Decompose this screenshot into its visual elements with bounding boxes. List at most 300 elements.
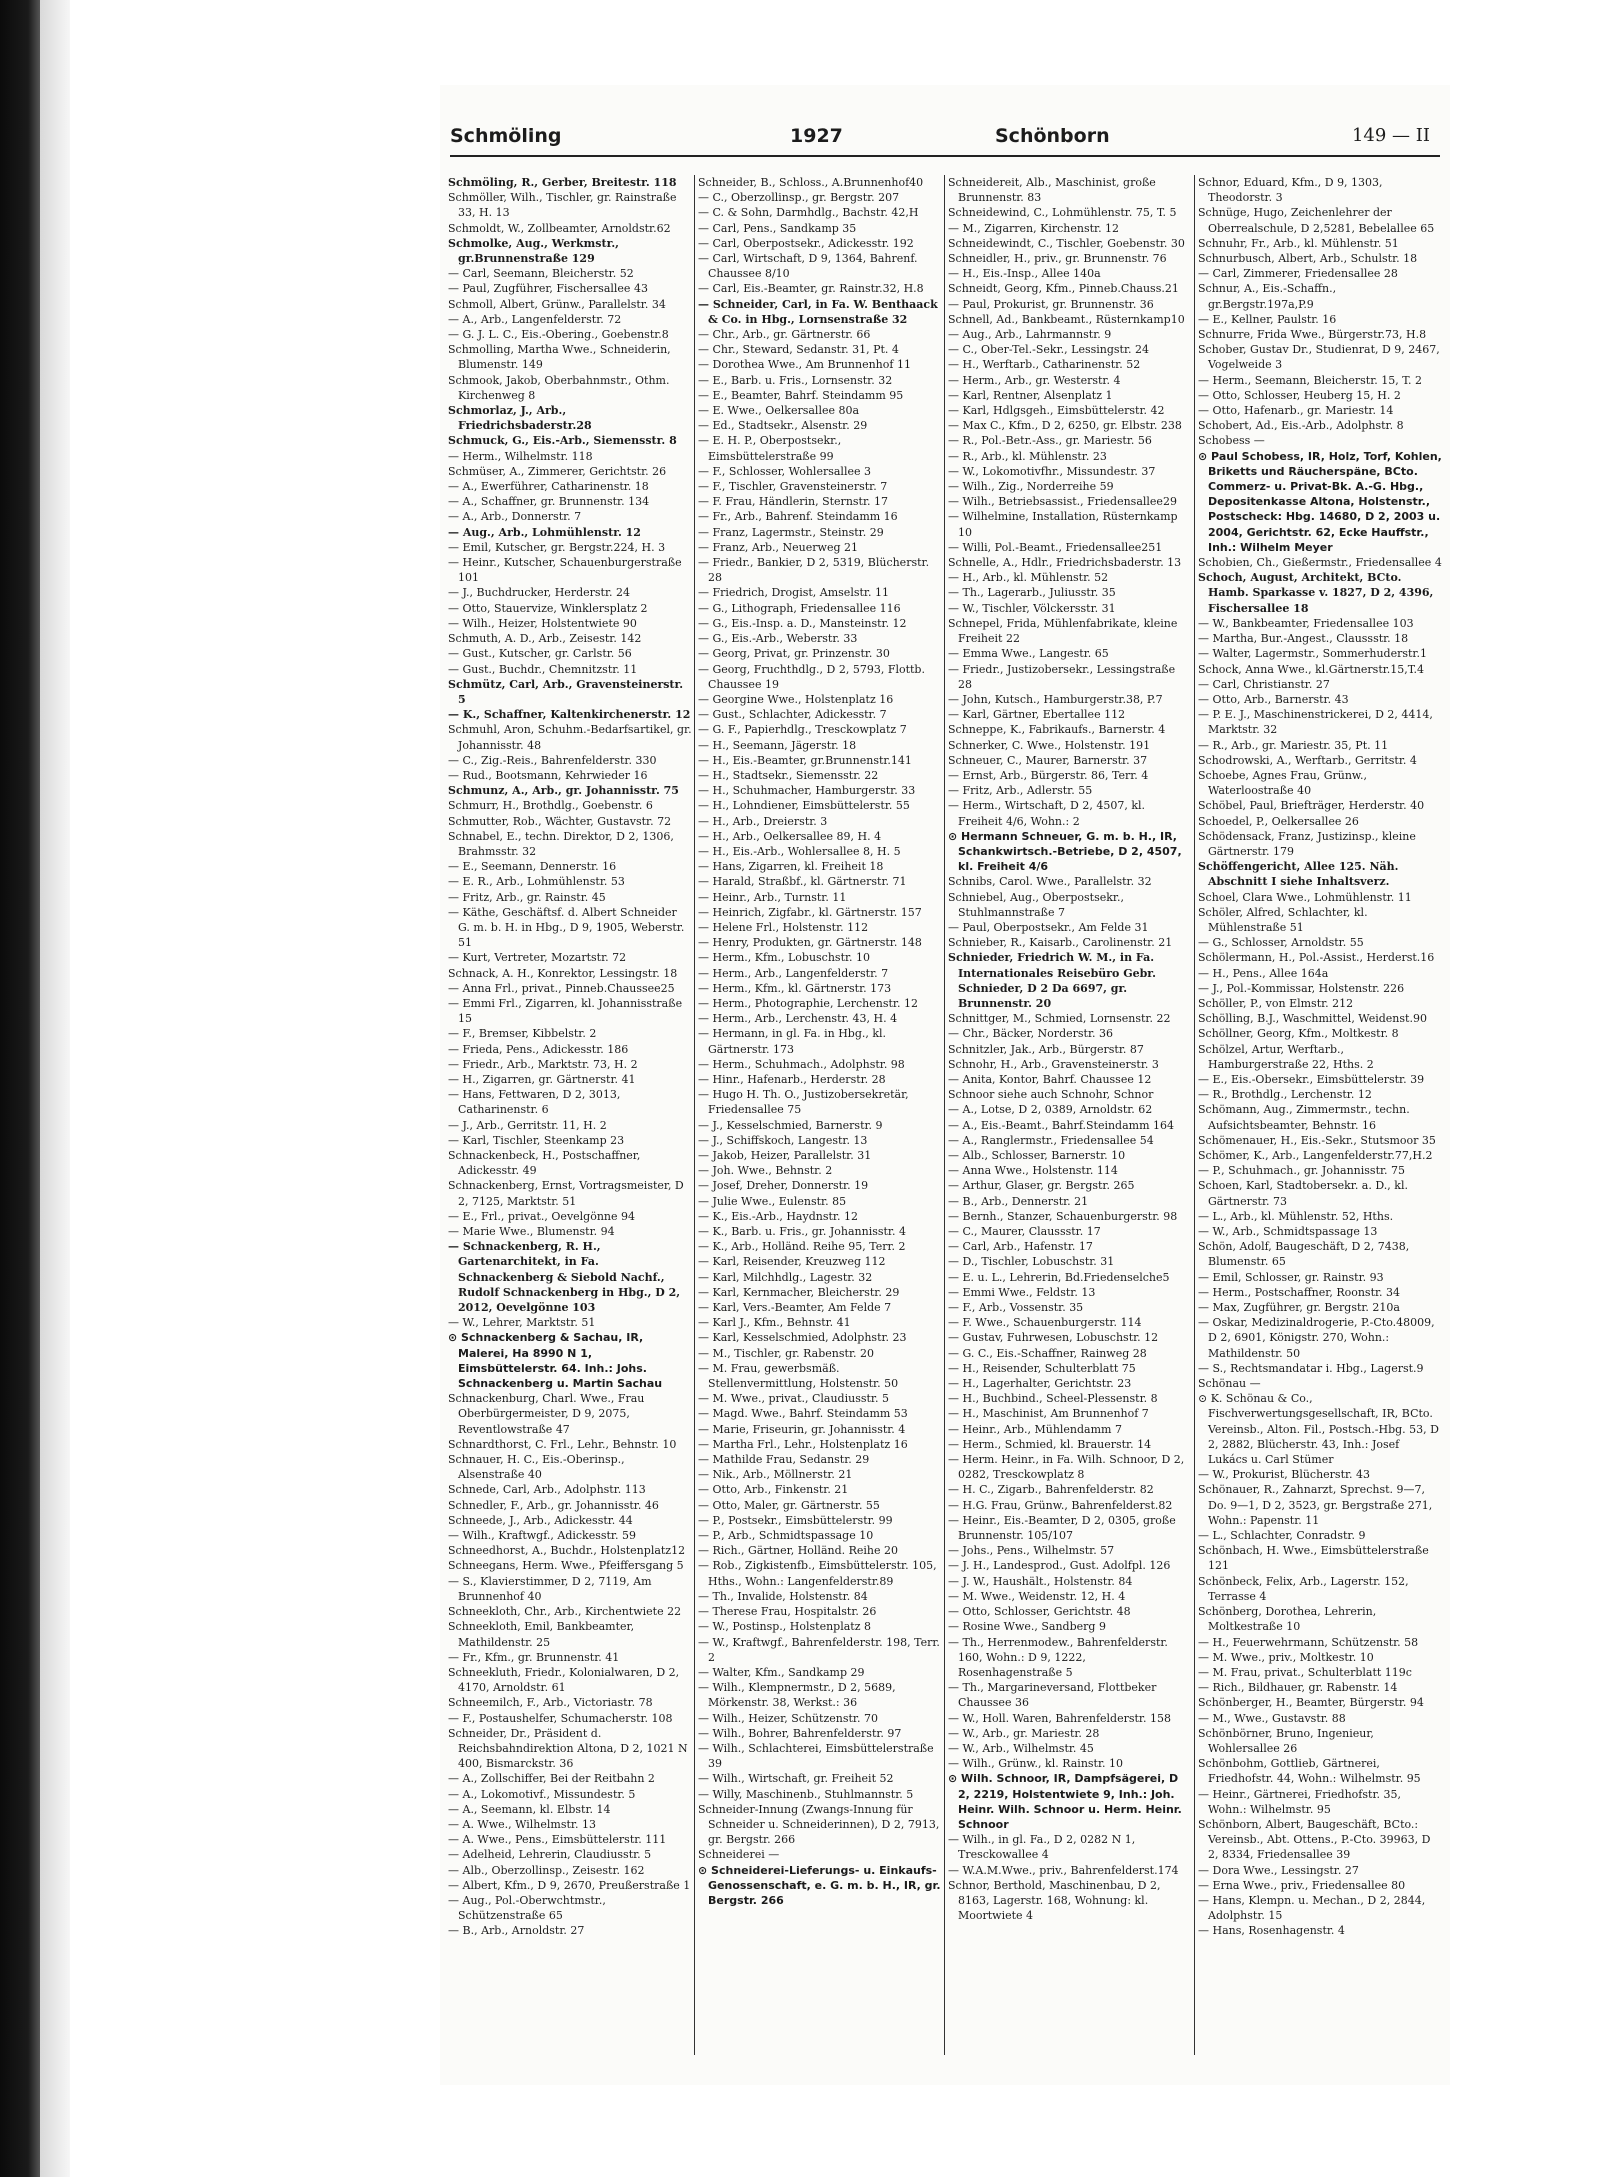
directory-entry: Schönauer, R., Zahnarzt, Sprechst. 9—7, Do. 9—1, D 2, 3523, gr. Bergstraße 271, Wohn.: Papenstr. 11 bbox=[1198, 1483, 1433, 1527]
directory-entry: — H., Zigarren, gr. Gärtnerstr. 41 bbox=[448, 1072, 636, 1086]
directory-entry: — Otto, Schlosser, Gerichtstr. 48 bbox=[948, 1605, 1131, 1619]
directory-entry: Schmurr, H., Brothdlg., Goebenstr. 6 bbox=[448, 799, 653, 813]
directory-entry: — W., Tischler, Völckersstr. 31 bbox=[948, 601, 1116, 615]
directory-entry: — Otto, Hafenarb., gr. Mariestr. 14 bbox=[1198, 404, 1394, 418]
directory-entry: Schock, Anna Wwe., kl.Gärtnerstr.15,T.4 bbox=[1198, 662, 1424, 676]
directory-entry: — Wilh., Heizer, Holstentwiete 90 bbox=[448, 616, 637, 630]
directory-entry: — A., Eis.-Beamt., Bahrf.Steindamm 164 bbox=[948, 1118, 1175, 1132]
directory-entry: — S., Rechtsmandatar i. Hbg., Lagerst.9 bbox=[1198, 1361, 1424, 1375]
directory-entry: Schneiderei — bbox=[698, 1848, 780, 1862]
directory-entry: Schnackenburg, Charl. Wwe., Frau Oberbürgermeister, D 9, 2075, Reventlowstraße 47 bbox=[448, 1392, 645, 1436]
directory-entry: — B., Arb., Dennerstr. 21 bbox=[948, 1194, 1089, 1208]
directory-entry: Schönbach, H. Wwe., Eimsbüttelerstraße 121 bbox=[1198, 1544, 1429, 1573]
directory-entry: — A., Ewerführer, Catharinenstr. 18 bbox=[448, 480, 649, 494]
directory-entry: — Otto, Schlosser, Heuberg 15, H. 2 bbox=[1198, 388, 1401, 402]
directory-entry: Schobien, Ch., Gießermstr., Friedensallee 4 bbox=[1198, 556, 1442, 570]
directory-entry: — P. E. J., Maschinenstrickerei, D 2, 4414, Marktstr. 32 bbox=[1198, 708, 1433, 737]
directory-entry: Schoch, August, Architekt, BCto. Hamb. Sparkasse v. 1827, D 2, 4396, Fischersallee 18 bbox=[1198, 571, 1434, 615]
directory-entry: — A., Arb., Langenfelderstr. 72 bbox=[448, 312, 622, 326]
directory-entry: — Herm., Arb., Lerchenstr. 43, H. 4 bbox=[698, 1012, 898, 1026]
directory-entry: — M., Zigarren, Kirchenstr. 12 bbox=[948, 221, 1120, 235]
advertisement-entry: ⊙ Schnackenberg & Sachau, IR, Malerei, Ha 8990 N 1, Eimsbüttelerstr. 64. Inh.: Johs. Schnackenberg u. Martin Sachau bbox=[448, 1331, 663, 1391]
directory-entry: — Franz, Arb., Neuerweg 21 bbox=[698, 540, 858, 554]
column-divider bbox=[944, 175, 945, 2055]
directory-entry: — Anna Wwe., Holstenstr. 114 bbox=[948, 1164, 1118, 1178]
directory-entry: — Max C., Kfm., D 2, 6250, gr. Elbstr. 238 bbox=[948, 419, 1182, 433]
directory-entry: — C., Ober-Tel.-Sekr., Lessingstr. 24 bbox=[948, 343, 1149, 357]
directory-entry: — Gustav, Fuhrwesen, Lobuschstr. 12 bbox=[948, 1331, 1159, 1345]
directory-entry: Schnepel, Frida, Mühlenfabrikate, kleine Freiheit 22 bbox=[948, 616, 1178, 646]
directory-entry: — Erna Wwe., priv., Friedensallee 80 bbox=[1198, 1878, 1406, 1892]
directory-entry: — Gust., Schlachter, Adickesstr. 7 bbox=[698, 708, 887, 722]
directory-entry: — M., Tischler, gr. Rabenstr. 20 bbox=[698, 1346, 874, 1360]
directory-entry: — A., Schaffner, gr. Brunnenstr. 134 bbox=[448, 495, 650, 509]
directory-entry: — M. Frau, gewerbsmäß. Stellenvermittlung, Holstenstr. 50 bbox=[698, 1361, 899, 1391]
directory-entry: — P., Arb., Schmidtspassage 10 bbox=[698, 1529, 874, 1543]
directory-entry: Schönberg, Dorothea, Lehrerin, Moltkestraße 10 bbox=[1198, 1605, 1377, 1634]
directory-entry: — Joh. Wwe., Behnstr. 2 bbox=[698, 1164, 833, 1178]
page-number: 149 — II bbox=[1351, 125, 1430, 146]
directory-entry: Schöllner, Georg, Kfm., Moltkestr. 8 bbox=[1198, 1027, 1399, 1041]
directory-entry: Schnoor siehe auch Schnohr, Schnor bbox=[948, 1088, 1154, 1102]
directory-entry: — Heinr., Kutscher, Schauenburgerstraße 101 bbox=[448, 556, 682, 585]
header-rule bbox=[450, 155, 1440, 157]
column-4 bbox=[1198, 175, 1442, 2075]
directory-entry: — Herm., Wilhelmstr. 118 bbox=[448, 449, 593, 463]
directory-entry: — W.A.M.Wwe., priv., Bahrenfelderst.174 bbox=[948, 1863, 1179, 1877]
directory-entry: Schnackenbeck, H., Postschaffner, Adickesstr. 49 bbox=[448, 1149, 641, 1178]
directory-entry: — Harald, Straßbf., kl. Gärtnerstr. 71 bbox=[698, 875, 907, 889]
directory-entry: — H., Eis.-Beamter, gr.Brunnenstr.141 bbox=[698, 753, 912, 767]
directory-entry: — E. H. P., Oberpostsekr., Eimsbüttelerstraße 99 bbox=[698, 434, 842, 463]
directory-entry: — H., Lohndiener, Eimsbüttelerstr. 55 bbox=[698, 799, 910, 813]
directory-entry: — H., Feuerwehrmann, Schützenstr. 58 bbox=[1198, 1635, 1419, 1649]
directory-entry: — Rich., Gärtner, Holländ. Reihe 20 bbox=[698, 1544, 899, 1558]
directory-entry: — Schneider, Carl, in Fa. W. Benthaack & Co. in Hbg., Lornsenstraße 32 bbox=[698, 297, 938, 326]
directory-entry: — Paul, Oberpostsekr., Am Felde 31 bbox=[948, 920, 1149, 934]
column-3 bbox=[948, 175, 1192, 2075]
directory-entry: — Friedr., Bankier, D 2, 5319, Blücherstr. 28 bbox=[698, 556, 930, 585]
directory-entry: — J., Schiffskoch, Langestr. 13 bbox=[698, 1133, 868, 1147]
directory-entry: Schober, Gustav Dr., Studienrat, D 9, 2467, Vogelweide 3 bbox=[1198, 343, 1440, 372]
directory-entry: Schnur, A., Eis.-Schaffn., gr.Bergstr.197a,P.9 bbox=[1198, 282, 1337, 311]
directory-entry: — J. H., Landesprod., Gust. Adolfpl. 126 bbox=[948, 1559, 1171, 1573]
directory-entry: — Emmi Wwe., Feldstr. 13 bbox=[948, 1285, 1096, 1299]
directory-entry: — W., Postinsp., Holstenplatz 8 bbox=[698, 1620, 872, 1634]
directory-entry: — Otto, Maler, gr. Gärtnerstr. 55 bbox=[698, 1498, 880, 1512]
directory-entry: — C., Maurer, Claussstr. 17 bbox=[948, 1225, 1101, 1239]
directory-entry: — Heinrich, Zigfabr., kl. Gärtnerstr. 157 bbox=[698, 905, 922, 919]
directory-entry: Schönbohm, Gottlieb, Gärtnerei, Friedhofstr. 44, Wohn.: Wilhelmstr. 95 bbox=[1198, 1757, 1421, 1786]
directory-entry: Schoel, Clara Wwe., Lohmühlenstr. 11 bbox=[1198, 890, 1412, 904]
directory-entry: — Oskar, Medizinaldrogerie, P.-Cto.48009, D 2, 6901, Königstr. 270, Wohn.: Mathildenstr. 50 bbox=[1198, 1316, 1435, 1360]
directory-entry: Schmuth, A. D., Arb., Zeisestr. 142 bbox=[448, 632, 642, 646]
directory-entry: Schodrowski, A., Werftarb., Gerritstr. 4 bbox=[1198, 753, 1417, 767]
directory-entry: — A., Seemann, kl. Elbstr. 14 bbox=[448, 1802, 611, 1816]
directory-entry: — E. R., Arb., Lohmühlenstr. 53 bbox=[448, 875, 625, 889]
directory-entry: — Chr., Bäcker, Norderstr. 36 bbox=[948, 1027, 1113, 1041]
directory-entry: — Heinr., Arb., Mühlendamm 7 bbox=[948, 1422, 1122, 1436]
directory-entry: — Rud., Bootsmann, Kehrwieder 16 bbox=[448, 768, 648, 782]
directory-entry: Schnurre, Frida Wwe., Bürgerstr.73, H.8 bbox=[1198, 328, 1427, 342]
directory-entry: — G., Eis.-Insp. a. D., Mansteinstr. 12 bbox=[698, 616, 907, 630]
directory-entry: — W., Holl. Waren, Bahrenfelderstr. 158 bbox=[948, 1711, 1171, 1725]
directory-entry: — Rosine Wwe., Sandberg 9 bbox=[948, 1620, 1106, 1634]
directory-entry: — Gust., Buchdr., Chemnitzstr. 11 bbox=[448, 662, 638, 676]
directory-entry: — Hans, Klempn. u. Mechan., D 2, 2844, Adolphstr. 15 bbox=[1198, 1893, 1426, 1923]
directory-entry: — W., Lehrer, Marktstr. 51 bbox=[448, 1316, 596, 1330]
directory-entry: — Karl, Kesselschmied, Adolphstr. 23 bbox=[698, 1331, 907, 1345]
directory-entry: Schnüge, Hugo, Zeichenlehrer der Oberrealschule, D 2,5281, Bebelallee 65 bbox=[1198, 206, 1435, 235]
directory-entry: — H., Reisender, Schulterblatt 75 bbox=[948, 1361, 1136, 1375]
directory-entry: — A., Arb., Donnerstr. 7 bbox=[448, 510, 582, 524]
directory-entry: — Hans, Zigarren, kl. Freiheit 18 bbox=[698, 860, 884, 874]
directory-entry: — G. C., Eis.-Schaffner, Rainweg 28 bbox=[948, 1346, 1147, 1360]
directory-entry: — Bernh., Stanzer, Schauenburgerstr. 98 bbox=[948, 1209, 1178, 1223]
directory-entry: Schnelle, A., Hdlr., Friedrichsbaderstr. 13 bbox=[948, 556, 1182, 570]
directory-entry: Schneekloth, Chr., Arb., Kirchentwiete 22 bbox=[448, 1605, 682, 1619]
directory-entry: — Otto, Arb., Finkenstr. 21 bbox=[698, 1483, 849, 1497]
directory-entry: — Julie Wwe., Eulenstr. 85 bbox=[698, 1194, 847, 1208]
directory-entry: Schneuer, C., Maurer, Barnerstr. 37 bbox=[948, 753, 1148, 767]
directory-entry: Schniebel, Aug., Oberpostsekr., Stuhlmannstraße 7 bbox=[948, 890, 1124, 919]
directory-entry: Schneede, J., Arb., Adickesstr. 44 bbox=[448, 1513, 633, 1527]
directory-entry: — Aug., Arb., Lohmühlenstr. 12 bbox=[448, 525, 641, 539]
directory-page bbox=[440, 85, 1450, 2085]
directory-entry: — Herm., Photographie, Lerchenstr. 12 bbox=[698, 996, 918, 1010]
scanner-edge-shadow bbox=[40, 0, 70, 2177]
directory-entry: — D., Tischler, Lobuschstr. 31 bbox=[948, 1255, 1115, 1269]
directory-entry: Schnell, Ad., Bankbeamt., Rüsternkamp10 bbox=[948, 312, 1185, 326]
directory-entry: — R., Brothdlg., Lerchenstr. 12 bbox=[1198, 1088, 1372, 1102]
directory-entry: Schmuhl, Aron, Schuhm.-Bedarfsartikel, gr. Johannisstr. 48 bbox=[448, 723, 692, 752]
directory-entry: — Wilhelmine, Installation, Rüsternkamp 10 bbox=[948, 510, 1178, 539]
directory-entry: — Paul, Prokurist, gr. Brunnenstr. 36 bbox=[948, 297, 1154, 311]
directory-entry: — J., Arb., Gerritstr. 11, H. 2 bbox=[448, 1118, 607, 1132]
directory-entry: Schmoll, Albert, Grünw., Parallelstr. 34 bbox=[448, 297, 666, 311]
directory-entry: — C., Oberzollinsp., gr. Bergstr. 207 bbox=[698, 191, 900, 205]
directory-entry: Schneekloth, Emil, Bankbeamter, Mathildenstr. 25 bbox=[448, 1620, 635, 1649]
directory-entry: Schoen, Karl, Stadtobersekr. a. D., kl. Gärtnerstr. 73 bbox=[1198, 1179, 1408, 1208]
directory-entry: — Herm., Kfm., Lobuschstr. 10 bbox=[698, 951, 871, 965]
directory-entry: Schneider-Innung (Zwangs-Innung für Schneider u. Schneiderinnen), D 2, 7913, gr. Bergstr. 266 bbox=[698, 1802, 940, 1847]
directory-entry: Schnittger, M., Schmied, Lornsenstr. 22 bbox=[948, 1012, 1171, 1026]
directory-entry: — A., Lokomotivf., Missundestr. 5 bbox=[448, 1787, 636, 1801]
directory-entry: Schnieber, R., Kaisarb., Carolinenstr. 21 bbox=[948, 936, 1173, 950]
directory-entry: — Dora Wwe., Lessingstr. 27 bbox=[1198, 1863, 1359, 1877]
directory-entry: — Karl, Rentner, Alsenplatz 1 bbox=[948, 388, 1113, 402]
directory-entry: — Friedr., Justizobersekr., Lessingstraße 28 bbox=[948, 662, 1176, 691]
directory-entry: — R., Arb., gr. Mariestr. 35, Pt. 11 bbox=[1198, 738, 1389, 752]
directory-entry: — Willy, Maschinenb., Stuhlmannstr. 5 bbox=[698, 1787, 914, 1801]
directory-entry: Schneegans, Herm. Wwe., Pfeiffersgang 5 bbox=[448, 1559, 684, 1573]
directory-entry: Schmook, Jakob, Oberbahnmstr., Othm. Kirchenweg 8 bbox=[448, 373, 670, 402]
directory-entry: — S., Klavierstimmer, D 2, 7119, Am Brunnenhof 40 bbox=[448, 1574, 652, 1603]
directory-entry: — A. Wwe., Pens., Eimsbüttelerstr. 111 bbox=[448, 1833, 667, 1847]
directory-entry: — Anita, Kontor, Bahrf. Chaussee 12 bbox=[948, 1072, 1152, 1086]
directory-entry: Schmoldt, W., Zollbeamter, Arnoldstr.62 bbox=[448, 221, 671, 235]
directory-entry: — Carl, Zimmerer, Friedensallee 28 bbox=[1198, 267, 1398, 281]
directory-entry: — Josef, Dreher, Donnerstr. 19 bbox=[698, 1179, 869, 1193]
directory-entry: — W., Bankbeamter, Friedensallee 103 bbox=[1198, 616, 1414, 630]
header-year: 1927 bbox=[790, 125, 843, 147]
directory-entry: — Wilh., Betriebsassist., Friedensallee29 bbox=[948, 495, 1177, 509]
directory-entry: — Th., Lagerarb., Juliusstr. 35 bbox=[948, 586, 1116, 600]
column-1 bbox=[448, 175, 692, 2075]
directory-entry: — Wilh., Heizer, Schützenstr. 70 bbox=[698, 1711, 878, 1725]
directory-entry: — Johs., Pens., Wilhelmstr. 57 bbox=[948, 1544, 1115, 1558]
directory-entry: — W., Kraftwgf., Bahrenfelderstr. 198, Terr. 2 bbox=[698, 1635, 940, 1664]
directory-entry: Schnackenberg, Ernst, Vortragsmeister, D 2, 7125, Marktstr. 51 bbox=[448, 1179, 684, 1208]
directory-entry: — Nik., Arb., Möllnerstr. 21 bbox=[698, 1468, 853, 1482]
directory-entry: — Fritz, Arb., Adlerstr. 55 bbox=[948, 784, 1093, 798]
directory-entry: — Carl, Christianstr. 27 bbox=[1198, 677, 1330, 691]
directory-entry: — E., Beamter, Bahrf. Steindamm 95 bbox=[698, 388, 904, 402]
directory-entry: Schöbel, Paul, Briefträger, Herderstr. 40 bbox=[1198, 799, 1425, 813]
directory-entry: — Hans, Rosenhagenstr. 4 bbox=[1198, 1924, 1345, 1938]
directory-entry: — Aug., Pol.-Oberwchtmstr., Schützenstraße 65 bbox=[448, 1893, 606, 1923]
advertisement-entry: ⊙ Wilh. Schnoor, IR, Dampfsägerei, D 2, 2219, Holstentwiete 9, Inh.: Joh. Heinr. Wilh. Schnoor u. Herm. Heinr. Schnoor bbox=[948, 1772, 1182, 1831]
directory-entry: Schönberger, H., Beamter, Bürgerstr. 94 bbox=[1198, 1696, 1424, 1710]
directory-entry: — G. J. L. C., Eis.-Obering., Goebenstr.8 bbox=[448, 328, 669, 342]
directory-entry: — Herm., Postschaffner, Roonstr. 34 bbox=[1198, 1285, 1401, 1299]
directory-entry: — Karl, Hdlgsgeh., Eimsbüttelerstr. 42 bbox=[948, 404, 1165, 418]
scanner-edge-left bbox=[0, 0, 40, 2177]
directory-entry: — Wilh., Klempnermstr., D 2, 5689, Mörkenstr. 38, Werkst.: 36 bbox=[698, 1681, 896, 1710]
directory-entry: Schmorlaz, J., Arb., Friedrichsbaderstr.28 bbox=[448, 404, 592, 433]
directory-entry: Schölling, B.J., Waschmittel, Weidenst.90 bbox=[1198, 1012, 1427, 1026]
directory-entry: — Wilh., Bohrer, Bahrenfelderstr. 97 bbox=[698, 1726, 902, 1740]
directory-entry: — Karl, Gärtner, Ebertallee 112 bbox=[948, 708, 1126, 722]
directory-entry: — Franz, Lagermstr., Steinstr. 29 bbox=[698, 525, 884, 539]
directory-entry: — Heinr., Gärtnerei, Friedhofstr. 35, Wohn.: Wilhelmstr. 95 bbox=[1198, 1787, 1401, 1816]
directory-entry: — Walter, Lagermstr., Sommerhuderstr.1 bbox=[1198, 647, 1427, 661]
directory-entry: Schnohr, H., Arb., Gravensteinerstr. 3 bbox=[948, 1057, 1159, 1071]
directory-entry: — H., Arb., kl. Mühlenstr. 52 bbox=[948, 571, 1109, 585]
directory-entry: — Emil, Schlosser, gr. Rainstr. 93 bbox=[1198, 1270, 1384, 1284]
directory-entry: — Therese Frau, Hospitalstr. 26 bbox=[698, 1605, 877, 1619]
directory-entry: Schmöller, Wilh., Tischler, gr. Rainstraße 33, H. 13 bbox=[448, 191, 677, 220]
directory-entry: Schölzel, Artur, Werftarb., Hamburgerstraße 22, Hths. 2 bbox=[1198, 1042, 1374, 1071]
directory-entry: — H., Werftarb., Catharinenstr. 52 bbox=[948, 358, 1141, 372]
directory-entry: — P., Postsekr., Eimsbüttelerstr. 99 bbox=[698, 1513, 893, 1527]
directory-entry: — Chr., Arb., gr. Gärtnerstr. 66 bbox=[698, 328, 871, 342]
directory-entry: — Henry, Produkten, gr. Gärtnerstr. 148 bbox=[698, 936, 922, 950]
directory-entry: — J. W., Haushält., Holstenstr. 84 bbox=[948, 1574, 1133, 1588]
column-divider bbox=[1194, 175, 1195, 2055]
directory-entry: Schönau — bbox=[1198, 1377, 1261, 1391]
directory-entry: — Carl, Wirtschaft, D 9, 1364, Bahrenf. Chaussee 8/10 bbox=[698, 252, 918, 281]
directory-entry: — Emil, Kutscher, gr. Bergstr.224, H. 3 bbox=[448, 540, 666, 554]
directory-entry: — E. u. L., Lehrerin, Bd.Friedenselche5 bbox=[948, 1270, 1170, 1284]
directory-entry: Schnuhr, Fr., Arb., kl. Mühlenstr. 51 bbox=[1198, 236, 1399, 250]
directory-entry: Schönbeck, Felix, Arb., Lagerstr. 152, Terrasse 4 bbox=[1198, 1574, 1409, 1603]
directory-entry: — R., Pol.-Betr.-Ass., gr. Mariestr. 56 bbox=[948, 434, 1152, 448]
directory-entry: — Th., Herrenmodew., Bahrenfelderstr. 160, Wohn.: D 9, 1222, Rosenhagenstraße 5 bbox=[948, 1635, 1168, 1679]
directory-entry: Schnedler, F., Arb., gr. Johannisstr. 46 bbox=[448, 1498, 659, 1512]
directory-entry: — Alb., Oberzollinsp., Zeisestr. 162 bbox=[448, 1863, 645, 1877]
directory-entry: Schmütz, Carl, Arb., Gravensteinerstr. 5 bbox=[448, 677, 684, 706]
directory-entry: — Kurt, Vertreter, Mozartstr. 72 bbox=[448, 951, 627, 965]
directory-entry: — A., Lotse, D 2, 0389, Arnoldstr. 62 bbox=[948, 1103, 1153, 1117]
directory-entry: — Wilh., Wirtschaft, gr. Freiheit 52 bbox=[698, 1772, 894, 1786]
directory-entry: Schömer, K., Arb., Langenfelderstr.77,H.2 bbox=[1198, 1149, 1433, 1162]
directory-entry: Schmolling, Martha Wwe., Schneiderin, Blumenstr. 149 bbox=[448, 343, 671, 372]
directory-entry: — H., Arb., Oelkersallee 89, H. 4 bbox=[698, 829, 882, 843]
directory-entry: — H., Arb., Dreierstr. 3 bbox=[698, 814, 828, 828]
directory-entry: Schneidler, H., priv., gr. Brunnenstr. 76 bbox=[948, 252, 1167, 266]
directory-entry: Schöffengericht, Allee 125. Näh. Abschnitt I siehe Inhaltsverz. bbox=[1198, 860, 1399, 889]
directory-entry: Schneidewindt, C., Tischler, Goebenstr. 30 bbox=[948, 236, 1185, 250]
directory-entry: Schnauer, H. C., Eis.-Oberinsp., Alsenstraße 40 bbox=[448, 1453, 625, 1482]
directory-entry: — Mathilde Frau, Sedanstr. 29 bbox=[698, 1453, 870, 1467]
directory-entry: — Alb., Schlosser, Barnerstr. 10 bbox=[948, 1149, 1126, 1162]
directory-entry: — H., Lagerhalter, Gerichtstr. 23 bbox=[948, 1377, 1132, 1391]
directory-entry: — C. & Sohn, Darmhdlg., Bachstr. 42,H bbox=[698, 206, 919, 220]
directory-entry: — Jakob, Heizer, Parallelstr. 31 bbox=[698, 1149, 872, 1162]
directory-entry: — G., Eis.-Arb., Weberstr. 33 bbox=[698, 632, 858, 646]
directory-entry: — Wilh., in gl. Fa., D 2, 0282 N 1, Tresckowallee 4 bbox=[948, 1833, 1136, 1862]
directory-entry: — G., Lithograph, Friedensallee 116 bbox=[698, 601, 901, 615]
directory-entry: — H., Maschinist, Am Brunnenhof 7 bbox=[948, 1407, 1149, 1421]
directory-entry: — J., Pol.-Kommissar, Holstenstr. 226 bbox=[1198, 981, 1405, 995]
directory-entry: — A., Zollschiffer, Bei der Reitbahn 2 bbox=[448, 1772, 655, 1786]
directory-entry: — F., Arb., Vossenstr. 35 bbox=[948, 1301, 1084, 1315]
directory-entry: — Carl, Oberpostsekr., Adickesstr. 192 bbox=[698, 236, 914, 250]
directory-entry: Schnerker, C. Wwe., Holstenstr. 191 bbox=[948, 738, 1151, 752]
directory-entry: — Chr., Steward, Sedanstr. 31, Pt. 4 bbox=[698, 343, 899, 357]
directory-entry: — Heinr., Arb., Turnstr. 11 bbox=[698, 890, 847, 904]
directory-entry: Schoedel, P., Oelkersallee 26 bbox=[1198, 814, 1359, 828]
directory-entry: — K., Eis.-Arb., Haydnstr. 12 bbox=[698, 1209, 858, 1223]
directory-entry: Schneedhorst, A., Buchdr., Holstenplatz12 bbox=[448, 1544, 686, 1558]
directory-entry: — H., Buchbind., Scheel-Plessenstr. 8 bbox=[948, 1392, 1158, 1406]
directory-entry: — W., Lokomotivfhr., Missundestr. 37 bbox=[948, 464, 1156, 478]
directory-entry: — Otto, Arb., Barnerstr. 43 bbox=[1198, 692, 1349, 706]
directory-entry: — Georg, Fruchthdlg., D 2, 5793, Flottb. Chaussee 19 bbox=[698, 662, 925, 691]
directory-entry: — H., Stadtsekr., Siemensstr. 22 bbox=[698, 768, 879, 782]
directory-entry: — J., Buchdrucker, Herderstr. 24 bbox=[448, 586, 630, 600]
directory-entry: — B., Arb., Arnoldstr. 27 bbox=[448, 1924, 585, 1938]
directory-entry: Schneekluth, Friedr., Kolonialwaren, D 2, 4170, Arnoldstr. 61 bbox=[448, 1665, 680, 1695]
directory-entry: — H.G. Frau, Grünw., Bahrenfelderst.82 bbox=[948, 1498, 1173, 1512]
directory-entry: — J., Kesselschmied, Barnerstr. 9 bbox=[698, 1118, 883, 1132]
directory-entry: ⊙ K. Schönau & Co., Fischverwertungsgesellschaft, IR, BCto. Vereinsb., Alton. Fil., Postsch.-Hbg. 53, D 2, 2882, Blücherstr. 43, Inh.: Josef Lukács u. Carl Stümer bbox=[1198, 1392, 1439, 1467]
directory-entry: — Carl, Arb., Hafenstr. 17 bbox=[948, 1240, 1093, 1254]
directory-entry: — Marie Wwe., Blumenstr. 94 bbox=[448, 1225, 615, 1239]
directory-entry: — Wilh., Schlachterei, Eimsbüttelerstraße 39 bbox=[698, 1741, 934, 1771]
directory-entry: — Aug., Arb., Lahrmannstr. 9 bbox=[948, 328, 1112, 342]
directory-entry: Schönborn, Albert, Baugeschäft, BCto.: Vereinsb., Abt. Ottens., P.-Cto. 39963, D 2, 8334, Friedensallee 39 bbox=[1198, 1817, 1431, 1862]
directory-entry: — Wilh., Kraftwgf., Adickesstr. 59 bbox=[448, 1529, 636, 1543]
directory-entry: — H., Eis.-Insp., Allee 140a bbox=[948, 267, 1101, 281]
directory-entry: Schnor, Berthold, Maschinenbau, D 2, 8163, Lagerstr. 168, Wohnung: kl. Moortwiete 4 bbox=[948, 1878, 1161, 1923]
directory-entry: — Schnackenberg, R. H., Gartenarchitekt, in Fa. Schnackenberg & Siebold Nachf., Rudolf Schnackenberg in Hbg., D 2, 2012, Oevelgönne 103 bbox=[448, 1240, 681, 1315]
directory-entry: Schnede, Carl, Arb., Adolphstr. 113 bbox=[448, 1483, 646, 1497]
directory-entry: — Helene Frl., Holstenstr. 112 bbox=[698, 920, 869, 934]
directory-entry: — Herm., Schuhmach., Adolphstr. 98 bbox=[698, 1057, 905, 1071]
directory-entry: — Karl, Milchhdlg., Lagestr. 32 bbox=[698, 1270, 873, 1284]
directory-entry: — K., Barb. u. Fris., gr. Johannisstr. 4 bbox=[698, 1225, 906, 1239]
directory-entry: Schneidt, Georg, Kfm., Pinneb.Chauss.21 bbox=[948, 282, 1179, 296]
directory-entry: Schnardthorst, C. Frl., Lehr., Behnstr. 10 bbox=[448, 1437, 677, 1451]
directory-entry: — Hinr., Hafenarb., Herderstr. 28 bbox=[698, 1072, 886, 1086]
directory-entry: — M. Wwe., priv., Moltkestr. 10 bbox=[1198, 1650, 1374, 1664]
directory-entry: — F., Schlosser, Wohlersallee 3 bbox=[698, 464, 871, 478]
directory-entry: — Käthe, Geschäftsf. d. Albert Schneider G. m. b. H. in Hbg., D 9, 1905, Weberstr. 51 bbox=[448, 905, 685, 950]
directory-entry: — Emma Wwe., Langestr. 65 bbox=[948, 647, 1109, 661]
directory-entry: — E., Frl., privat., Oevelgönne 94 bbox=[448, 1209, 636, 1223]
column-2 bbox=[698, 175, 942, 2075]
directory-entry: — K., Schaffner, Kaltenkirchenerstr. 12 bbox=[448, 708, 691, 722]
page-header bbox=[450, 125, 1440, 167]
directory-entry: — Th., Invalide, Holstenstr. 84 bbox=[698, 1589, 868, 1603]
directory-entry: — C., Zig.-Reis., Bahrenfelderstr. 330 bbox=[448, 753, 657, 767]
directory-entry: Schmolke, Aug., Werkmstr., gr.Brunnenstraße 129 bbox=[448, 236, 620, 266]
directory-entry: — Marie, Friseurin, gr. Johannisstr. 4 bbox=[698, 1422, 906, 1436]
directory-entry: — H., Pens., Allee 164a bbox=[1198, 966, 1329, 980]
directory-entry: — A., Ranglermstr., Friedensallee 54 bbox=[948, 1133, 1154, 1147]
directory-entry: — Ernst, Arb., Bürgerstr. 86, Terr. 4 bbox=[948, 768, 1149, 782]
directory-entry: — K., Arb., Holländ. Reihe 95, Terr. 2 bbox=[698, 1240, 906, 1254]
directory-entry: — Carl, Pens., Sandkamp 35 bbox=[698, 221, 857, 235]
directory-entry: — Walter, Kfm., Sandkamp 29 bbox=[698, 1665, 865, 1679]
directory-entry: — E., Kellner, Paulstr. 16 bbox=[1198, 312, 1337, 326]
directory-entry: — Ed., Stadtsekr., Alsenstr. 29 bbox=[698, 419, 868, 433]
directory-entry: — P., Schuhmach., gr. Johannisstr. 75 bbox=[1198, 1164, 1406, 1178]
advertisement-entry: ⊙ Hermann Schneuer, G. m. b. H., IR, Schankwirtsch.-Betriebe, D 2, 4507, kl. Freiheit 4/6 bbox=[948, 829, 1182, 874]
directory-entry: — Fr., Arb., Bahrenf. Steindamm 16 bbox=[698, 510, 898, 524]
directory-entry: — Martha Frl., Lehr., Holstenplatz 16 bbox=[698, 1437, 908, 1451]
directory-entry: Schobert, Ad., Eis.-Arb., Adolphstr. 8 bbox=[1198, 419, 1404, 433]
directory-entry: — L., Schlachter, Conradstr. 9 bbox=[1198, 1529, 1366, 1543]
directory-entry: — Martha, Bur.-Angest., Claussstr. 18 bbox=[1198, 632, 1409, 646]
directory-entry: — Max, Zugführer, gr. Bergstr. 210a bbox=[1198, 1301, 1400, 1315]
directory-entry: Schnibs, Carol. Wwe., Parallelstr. 32 bbox=[948, 875, 1152, 889]
directory-entry: — Carl, Eis.-Beamter, gr. Rainstr.32, H.8 bbox=[698, 282, 924, 296]
directory-entry: Schön, Adolf, Baugeschäft, D 2, 7438, Blumenstr. 65 bbox=[1198, 1240, 1410, 1269]
directory-entry: — Otto, Stauervize, Winklersplatz 2 bbox=[448, 601, 648, 615]
directory-entry: — Fr., Kfm., gr. Brunnenstr. 41 bbox=[448, 1650, 620, 1664]
directory-entry: — Karl, Kernmacher, Bleicherstr. 29 bbox=[698, 1285, 900, 1299]
directory-entry: — Paul, Zugführer, Fischersallee 43 bbox=[448, 282, 648, 296]
directory-entry: Schneidereit, Alb., Maschinist, große Brunnenstr. 83 bbox=[948, 176, 1156, 205]
directory-entry: — H., Eis.-Arb., Wohlersallee 8, H. 5 bbox=[698, 844, 901, 858]
directory-entry: — Heinr., Eis.-Beamter, D 2, 0305, große Brunnenstr. 105/107 bbox=[948, 1513, 1176, 1543]
directory-entry: — G., Schlosser, Arnoldstr. 55 bbox=[1198, 936, 1364, 950]
directory-entry: Schmunz, A., Arb., gr. Johannisstr. 75 bbox=[448, 784, 679, 798]
directory-entry: Schölermann, H., Pol.-Assist., Herderst.16 bbox=[1198, 951, 1435, 965]
directory-entry: — F., Postaushelfer, Schumacherstr. 108 bbox=[448, 1711, 673, 1725]
directory-entry: Schöller, P., von Elmstr. 212 bbox=[1198, 996, 1354, 1010]
directory-entry: — Th., Margarineversand, Flottbeker Chaussee 36 bbox=[948, 1681, 1157, 1710]
directory-entry: — E., Seemann, Dennerstr. 16 bbox=[448, 860, 617, 874]
directory-entry: — Carl, Seemann, Bleicherstr. 52 bbox=[448, 267, 634, 281]
directory-entry: — John, Kutsch., Hamburgerstr.38, P.7 bbox=[948, 692, 1163, 706]
directory-entry: — Herm., Seemann, Bleicherstr. 15, T. 2 bbox=[1198, 373, 1422, 387]
directory-entry: — Herm. Heinr., in Fa. Wilh. Schnoor, D 2, 0282, Tresckowplatz 8 bbox=[948, 1453, 1185, 1482]
directory-entry: — Friedrich, Drogist, Amselstr. 11 bbox=[698, 586, 889, 600]
directory-entry: — Herm., Wirtschaft, D 2, 4507, kl. Freiheit 4/6, Wohn.: 2 bbox=[948, 799, 1145, 828]
directory-entry: — M. Wwe., Weidenstr. 12, H. 4 bbox=[948, 1589, 1126, 1603]
directory-entry: Schnieder, Friedrich W. M., in Fa. Internationales Reisebüro Gebr. Schnieder, D 2 Da 6697, gr. Brunnenstr. 20 bbox=[948, 951, 1156, 1010]
directory-entry: — W., Prokurist, Blücherstr. 43 bbox=[1198, 1468, 1371, 1482]
directory-entry: — Karl J., Kfm., Behnstr. 41 bbox=[698, 1316, 851, 1330]
directory-entry: — Arthur, Glaser, gr. Bergstr. 265 bbox=[948, 1179, 1135, 1193]
directory-entry: — A. Wwe., Wilhelmstr. 13 bbox=[448, 1817, 596, 1831]
directory-entry: — Karl, Tischler, Steenkamp 23 bbox=[448, 1133, 625, 1147]
directory-entry: — F. Frau, Händlerin, Sternstr. 17 bbox=[698, 495, 889, 509]
